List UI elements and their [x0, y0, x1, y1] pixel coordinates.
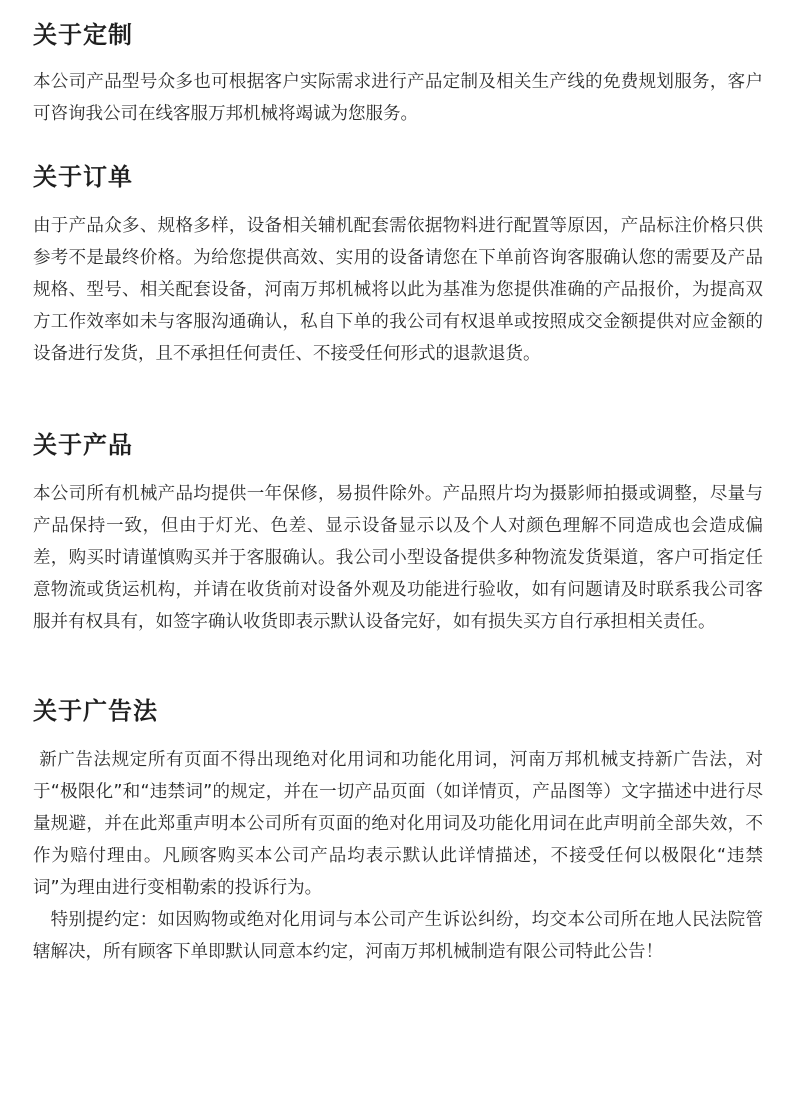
section-title: 关于订单 [33, 163, 133, 191]
section-body: 本公司所有机械产品均提供一年保修，易损件除外。产品照片均为摄影师拍摄或调整，尽量与产品保持一致，但由于灯光、色差、显示设备显示以及个人对颜色理解不同造成也会造成偏差，购买时请谨慎购买并于客服确认。我公司小型设备提供多种物流发货渠道，客户可指定任意物流或货运机构，并请在收货前对设备外观及功能进行验收，如有问题请及时联系我公司客服并有权具有，如签字确认收货即表示默认设备完好，如有损失买方自行承担相关责任。 [33, 484, 763, 632]
section-orders [33, 160, 763, 370]
section-title: 关于定制 [33, 21, 133, 49]
section-body: 本公司产品型号众多也可根据客户实际需求进行产品定制及相关生产线的免费规划服务，客户可咨询我公司在线客服万邦机械将竭诚为您服务。 [33, 72, 763, 124]
section-customization [33, 18, 763, 130]
section-products [33, 428, 763, 638]
section-advertising-law [33, 694, 763, 968]
section-title: 关于广告法 [33, 697, 158, 725]
section-body: 新广告法规定所有页面不得出现绝对化用词和功能化用词，河南万邦机械支持新广告法，对于“极限化”和“违禁词”的规定，并在一切产品页面（如详情页，产品图等）文字描述中进行尽量规避，并在此郑重声明本公司所有页面的绝对化用词及功能化用词在此声明前全部失效，不作为赔付理由。凡顾客购买本公司产品均表示默认此详情描述，不接受任何以极限化“违禁词”为理由进行变相勒索的投诉行为。 [33, 750, 763, 898]
section-body: 由于产品众多、规格多样，设备相关辅机配套需依据物料进行配置等原因，产品标注价格只供参考不是最终价格。为给您提供高效、实用的设备请您在下单前咨询客服确认您的需要及产品规格、型号、相关配套设备，河南万邦机械将以此为基准为您提供准确的产品报价，为提高双方工作效率如未与客服沟通确认，私自下单的我公司有权退单或按照成交金额提供对应金额的设备进行发货，且不承担任何责任、不接受任何形式的退款退货。 [33, 216, 763, 364]
special-agreement: 特别提约定：如因购物或绝对化用词与本公司产生诉讼纠纷，均交本公司所在地人民法院管辖解决，所有顾客下单即默认同意本约定，河南万邦机械制造有限公司特此公告！ [33, 910, 763, 962]
section-title: 关于产品 [33, 431, 133, 459]
